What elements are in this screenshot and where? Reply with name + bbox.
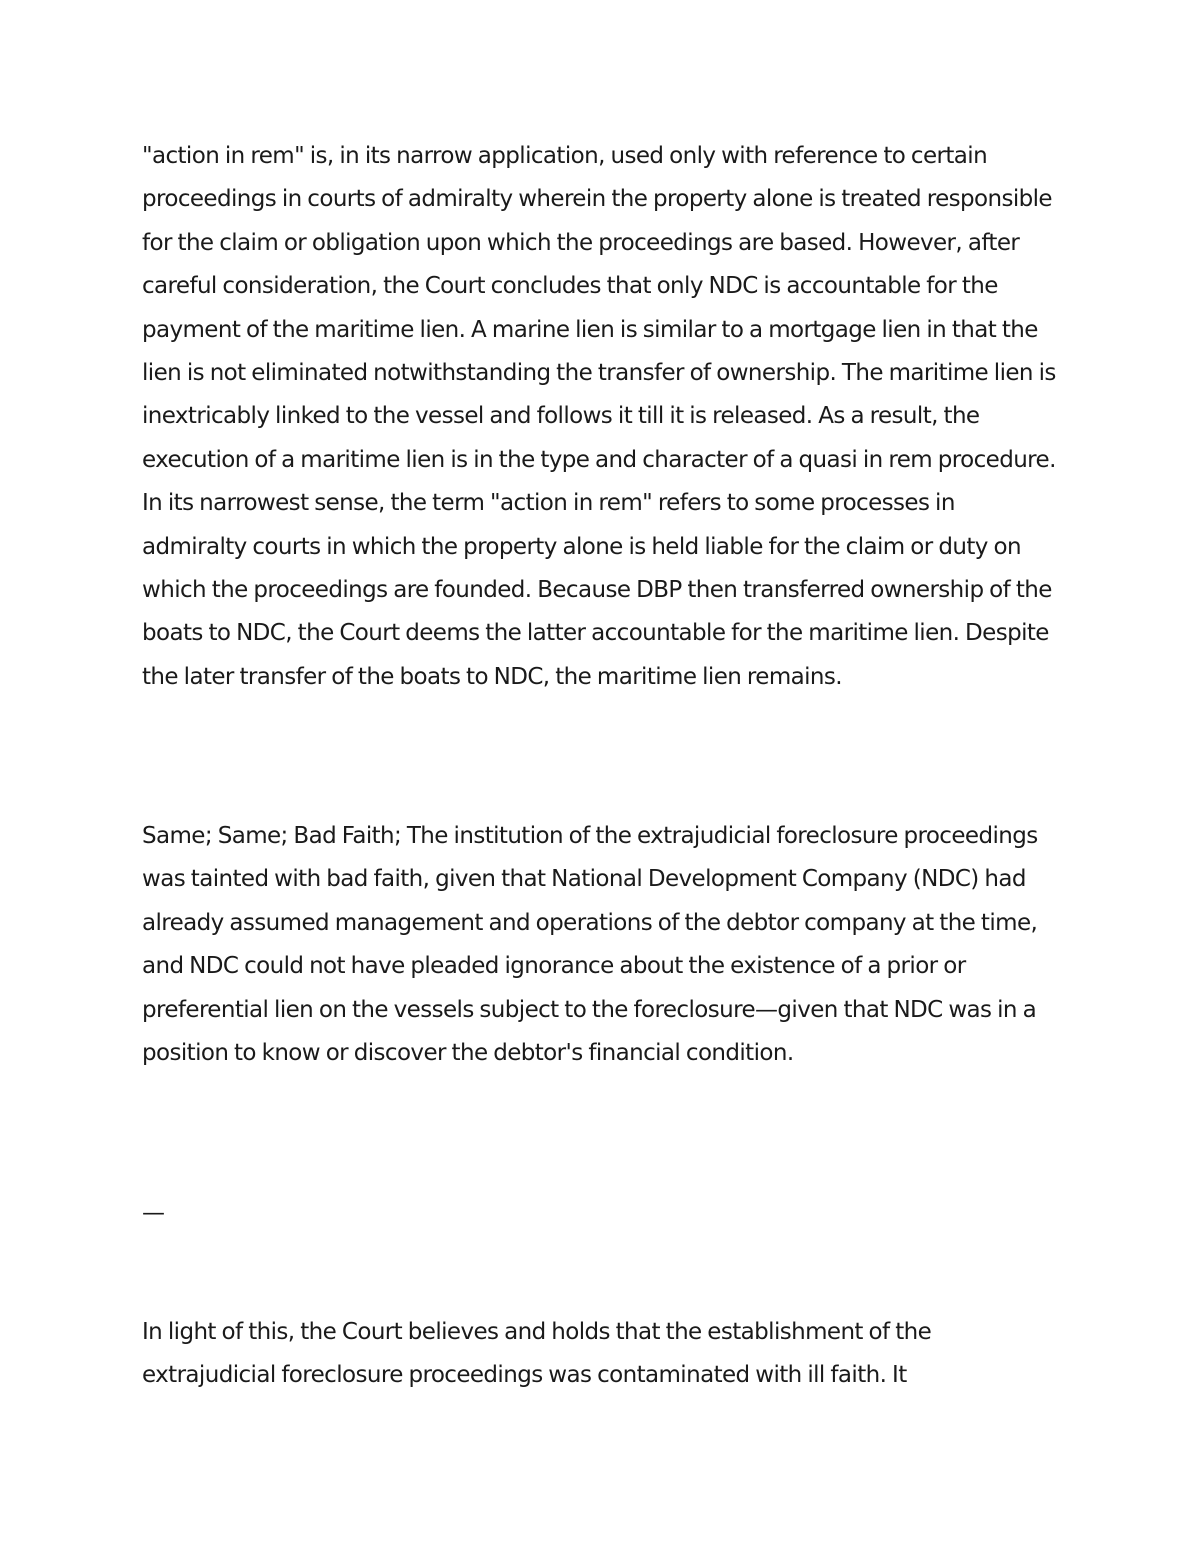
paragraph-bad-faith-syllabus: Same; Same; Bad Faith; The institution of the extrajudicial foreclosure proceedings was tainted with bad faith, given that National Development Company (NDC) had already assumed management and operations of the debtor company at the time, and NDC could not have pleaded ignorance about the existence of a prior or preferential lien on the vessels subject to the foreclosure—given that NDC was in a position to know or discover the debtor's financial condition. — [142, 823, 1038, 1067]
section-divider-dash: — — [142, 1200, 165, 1226]
paragraph-maritime-lien: "action in rem" is, in its narrow application, used only with reference to certain proceedings in courts of admiralty wherein the property alone is treated responsible for the claim or obligation upon which the proceedings are based. However, after careful consideration, the Court concludes that only NDC is accountable for the payment of the maritime lien. A marine lien is similar to a mortgage lien in that the lien is not eliminated notwithstanding the transfer of ownership. The maritime lien is inextricably linked to the vessel and follows it till it is released. As a result, the execution of a maritime lien is in the type and character of a quasi in rem procedure. In its narrowest sense, the term "action in rem" refers to some processes in admiralty courts in which the property alone is held liable for the claim or duty on which the proceedings are founded. Because DBP then transferred ownership of the boats to NDC, the Court deems the latter accountable for the maritime lien. Despite the later transfer of the boats to NDC, the maritime lien remains. — [142, 143, 1056, 690]
paragraph-ill-faith-holding: In light of this, the Court believes and holds that the establishment of the extrajudicial foreclosure proceedings was contaminated with ill faith. It — [142, 1319, 932, 1389]
